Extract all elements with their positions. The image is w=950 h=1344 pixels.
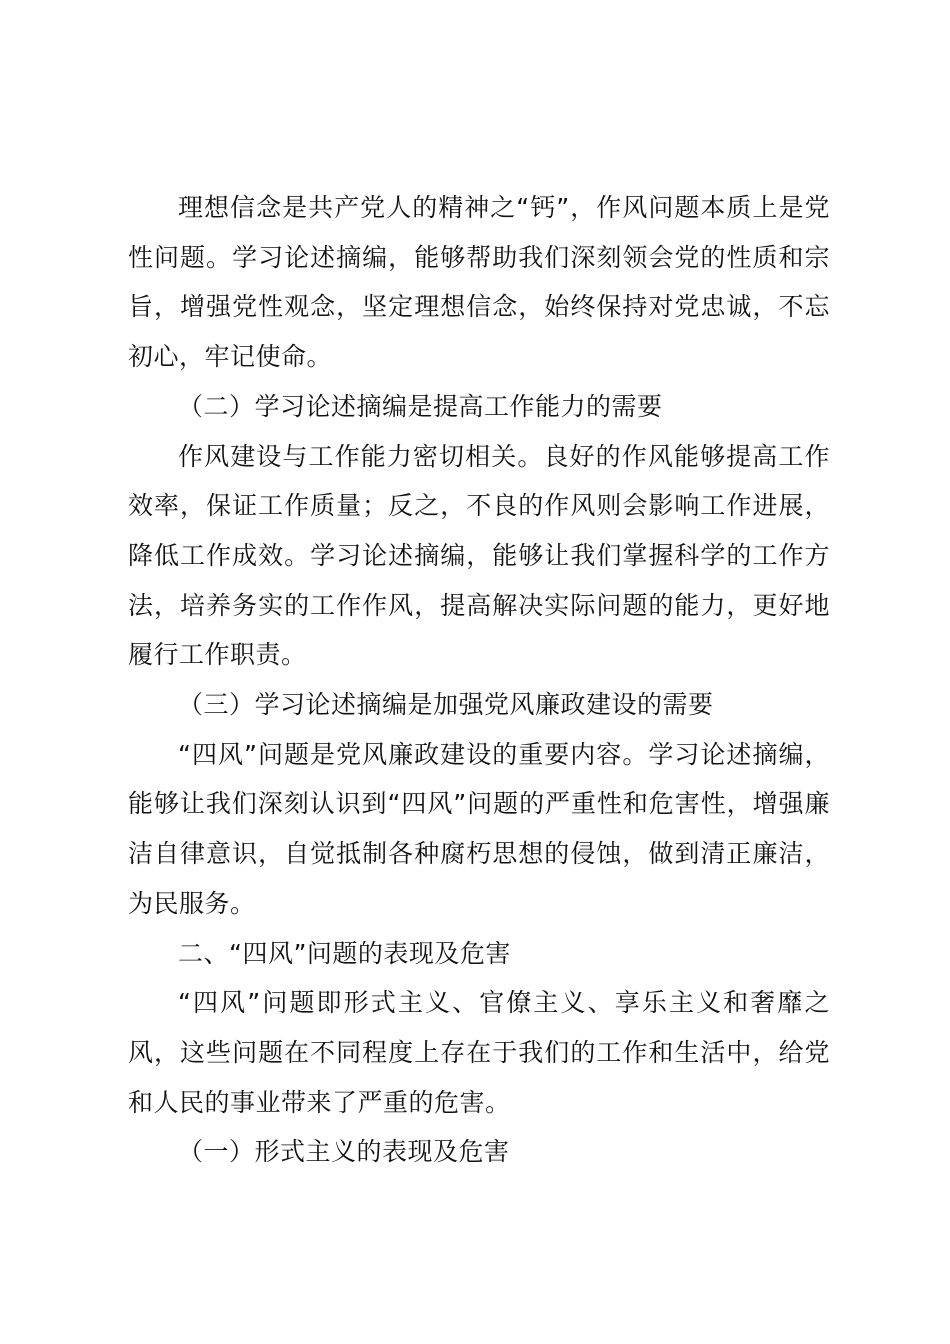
heading-four-winds: 二、“四风”问题的表现及危害: [178, 938, 511, 968]
heading-formalism: （一）形式主义的表现及危害: [178, 1137, 510, 1167]
paragraph-ideal-belief: 理想信念是共产党人的精神之“钙”，作风问题本质上是党性问题。学习论述摘编，能够帮助我们深刻领会党的性质和宗旨，增强党性观念，坚定理想信念，始终保持对党忠诚，不忘初心，牢记使命。: [128, 193, 830, 372]
heading-work-ability: （二）学习论述摘编是提高工作能力的需要: [178, 391, 663, 421]
paragraph-party-integrity: “四风”问题是党风廉政建设的重要内容。学习论述摘编，能够让我们深刻认识到“四风”问题的严重性和危害性，增强廉洁自律意识，自觉抵制各种腐朽思想的侵蚀，做到清正廉洁，为民服务。: [128, 739, 830, 918]
heading-party-integrity: （三）学习论述摘编是加强党风廉政建设的需要: [178, 690, 714, 720]
paragraph-work-ability: 作风建设与工作能力密切相关。良好的作风能够提高工作效率，保证工作质量；反之，不良的作风则会影响工作进展，降低工作成效。学习论述摘编，能够让我们掌握科学的工作方法，培养务实的工作作风，提高解决实际问题的能力，更好地履行工作职责。: [128, 441, 830, 670]
document-body: [128, 183, 830, 1177]
paragraph-four-winds: “四风”问题即形式主义、官僚主义、享乐主义和奢靡之风，这些问题在不同程度上存在于我们的工作和生活中，给党和人民的事业带来了严重的危害。: [128, 988, 830, 1117]
